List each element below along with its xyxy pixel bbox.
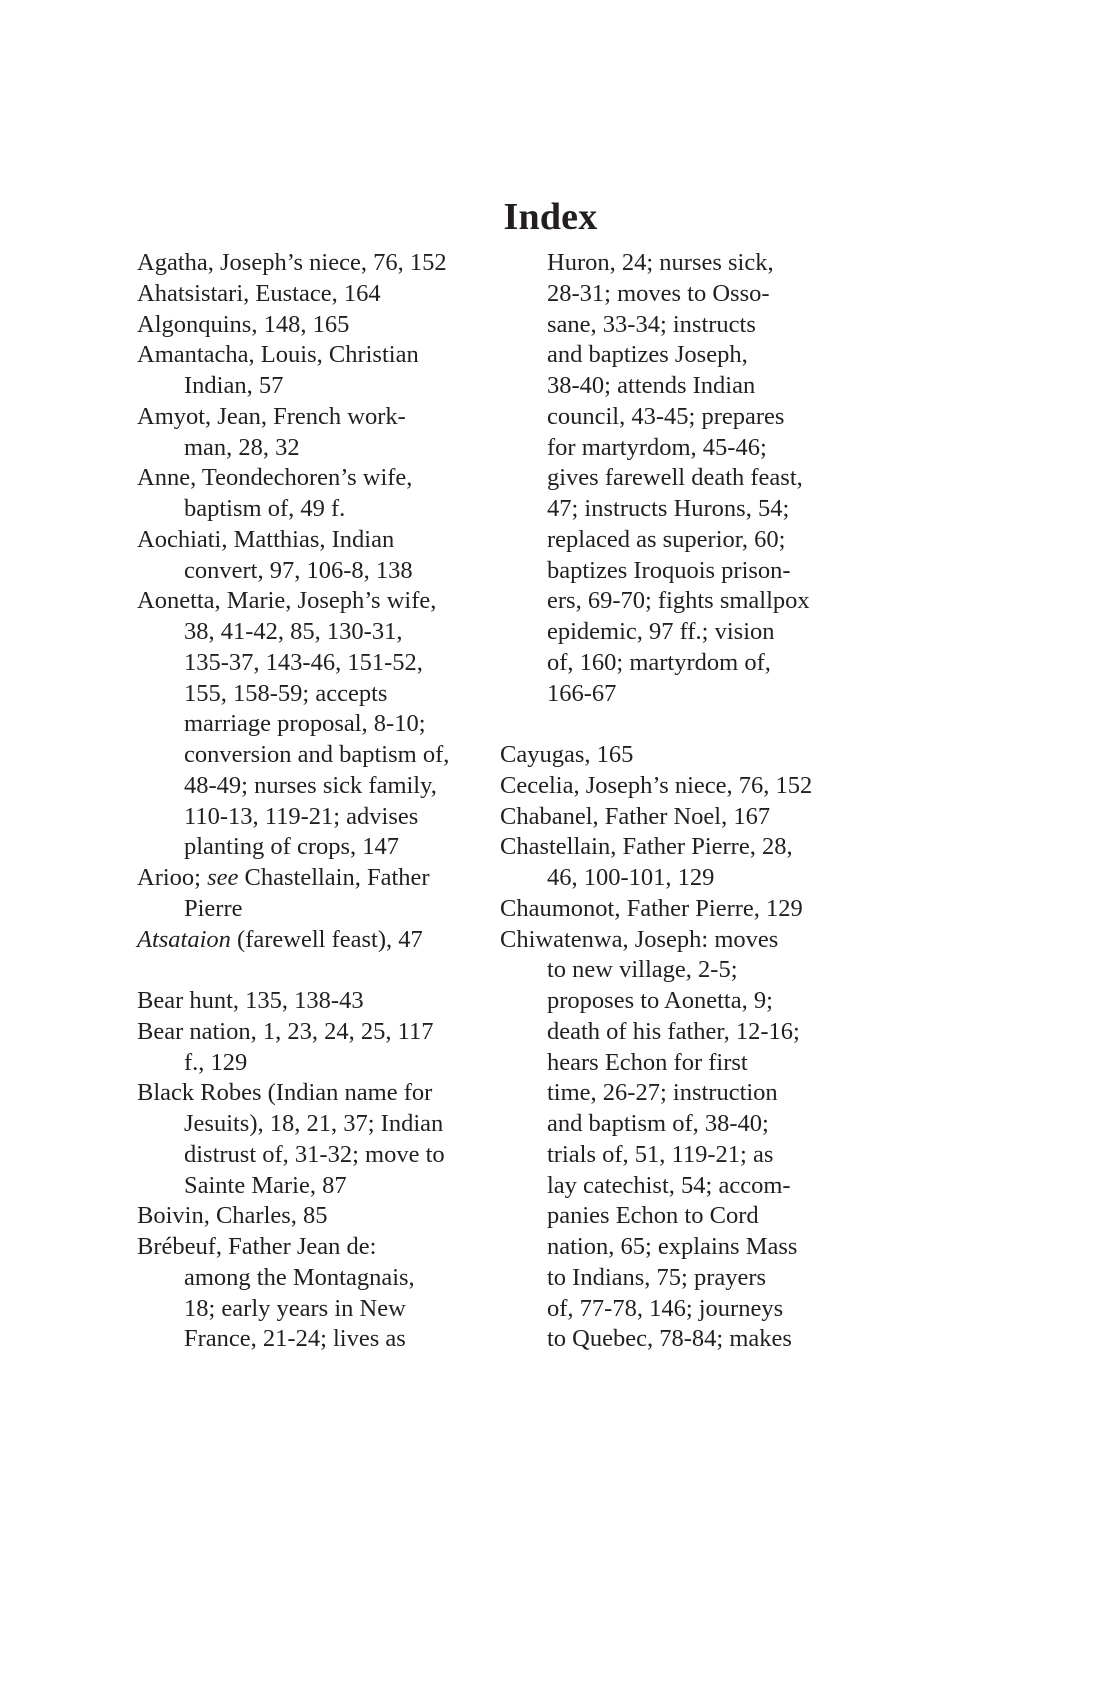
index-entry: Ahatsistari, Eustace, 164 bbox=[137, 279, 381, 307]
index-entry-continuation: Pierre bbox=[184, 894, 243, 922]
index-entry-continuation: f., 129 bbox=[184, 1048, 248, 1076]
index-entry-continuation: 18; early years in New bbox=[184, 1294, 406, 1322]
index-entry: Aochiati, Matthias, Indian bbox=[137, 525, 395, 553]
index-entry-continuation: ers, 69-70; fights smallpox bbox=[547, 587, 810, 615]
index-entry-continuation: Sainte Marie, 87 bbox=[184, 1171, 347, 1199]
entry-text: Arioo; bbox=[137, 864, 208, 891]
index-entry-continuation: time, 26-27; instruction bbox=[547, 1079, 778, 1107]
entry-text: Chastellain, Father bbox=[238, 864, 430, 891]
index-entry-continuation: death of his father, 12-16; bbox=[547, 1017, 800, 1045]
index-entry-continuation: 47; instructs Hurons, 54; bbox=[547, 495, 790, 522]
index-entry-continuation: nation, 65; explains Mass bbox=[547, 1233, 798, 1260]
index-entry: Anne, Teondechoren’s wife, bbox=[137, 464, 413, 492]
index-entry-continuation: 28-31; moves to Osso- bbox=[547, 279, 770, 307]
entry-italic-text: Atsataion bbox=[137, 925, 231, 953]
index-entry: Brébeuf, Father Jean de: bbox=[137, 1233, 377, 1260]
index-entry-continuation: panies Echon to Cord bbox=[547, 1202, 759, 1230]
index-entry-continuation: to Indians, 75; prayers bbox=[547, 1263, 767, 1291]
index-entry-continuation: hears Echon for first bbox=[547, 1048, 748, 1076]
index-entry-continuation: gives farewell death feast, bbox=[547, 464, 803, 492]
index-entry-continuation: conversion and baptism of, bbox=[184, 741, 450, 768]
index-entry-continuation: replaced as superior, 60; bbox=[547, 525, 786, 553]
index-entry-continuation: man, 28, 32 bbox=[184, 433, 300, 461]
index-entry-continuation: to Quebec, 78-84; makes bbox=[547, 1325, 792, 1353]
page-title: Index bbox=[503, 196, 598, 239]
index-entry-continuation: council, 43-45; prepares bbox=[547, 402, 785, 430]
index-entry: Aonetta, Marie, Joseph’s wife, bbox=[137, 587, 437, 615]
index-entry-continuation: distrust of, 31-32; move to bbox=[184, 1140, 445, 1168]
index-entry-continuation: and baptizes Joseph, bbox=[547, 341, 748, 369]
index-spacer bbox=[500, 709, 870, 740]
index-entry: Cayugas, 165 bbox=[500, 741, 634, 768]
index-spacer bbox=[137, 955, 487, 986]
index-entry: Chastellain, Father Pierre, 28, bbox=[500, 833, 793, 861]
index-entry-continuation: for martyrdom, 45-46; bbox=[547, 433, 767, 461]
index-entry: Chiwatenwa, Joseph: moves bbox=[500, 925, 779, 953]
index-entry-continuation: convert, 97, 106-8, 138 bbox=[184, 556, 413, 584]
index-entry-continuation: 38-40; attends Indian bbox=[547, 372, 756, 399]
index-entry-continuation: 38, 41-42, 85, 130-31, bbox=[184, 618, 403, 645]
index-entry-continuation: epidemic, 97 ff.; vision bbox=[547, 618, 775, 645]
index-entry-continuation: 48-49; nurses sick family, bbox=[184, 771, 437, 799]
index-entry-continuation: planting of crops, 147 bbox=[184, 833, 400, 861]
index-column-right bbox=[500, 248, 870, 1355]
index-entry: Black Robes (Indian name for bbox=[137, 1079, 433, 1107]
index-entry-continuation: marriage proposal, 8-10; bbox=[184, 710, 426, 738]
index-entry-continuation: Indian, 57 bbox=[184, 372, 284, 399]
index-entry-continuation: France, 21-24; lives as bbox=[184, 1325, 406, 1353]
index-entry-continuation: and baptism of, 38-40; bbox=[547, 1110, 769, 1137]
index-entry-continuation: 110-13, 119-21; advises bbox=[184, 802, 419, 830]
entry-italic-text: see bbox=[207, 864, 239, 891]
index-entry: Chabanel, Father Noel, 167 bbox=[500, 802, 771, 830]
index-entry: Bear nation, 1, 23, 24, 25, 117 bbox=[137, 1017, 434, 1045]
index-entry-continuation: lay catechist, 54; accom- bbox=[547, 1171, 791, 1199]
index-entry: Boivin, Charles, 85 bbox=[137, 1202, 328, 1230]
index-entry-continuation: 46, 100-101, 129 bbox=[547, 864, 715, 891]
index-entry: Chaumonot, Father Pierre, 129 bbox=[500, 894, 803, 922]
index-entry: Cecelia, Joseph’s niece, 76, 152 bbox=[500, 771, 813, 799]
index-entry-continuation: of, 160; martyrdom of, bbox=[547, 648, 771, 676]
index-entry-continuation: baptism of, 49 f. bbox=[184, 495, 346, 522]
index-entry: Amyot, Jean, French work- bbox=[137, 402, 406, 430]
index-entry bbox=[137, 925, 487, 956]
index-entry-continuation: of, 77-78, 146; journeys bbox=[547, 1294, 784, 1322]
entry-text: (farewell feast), 47 bbox=[230, 925, 423, 953]
index-entry: Bear hunt, 135, 138-43 bbox=[137, 987, 364, 1014]
index-entry-continuation: baptizes Iroquois prison- bbox=[547, 556, 791, 584]
index-entry-continuation: Jesuits), 18, 21, 37; Indian bbox=[184, 1110, 444, 1137]
index-entry-continuation: 166-67 bbox=[547, 679, 617, 707]
index-entry: Algonquins, 148, 165 bbox=[137, 310, 350, 338]
index-entry-continuation: Huron, 24; nurses sick, bbox=[547, 249, 774, 276]
index-entry-continuation: 155, 158-59; accepts bbox=[184, 679, 388, 707]
index-entry: Agatha, Joseph’s niece, 76, 152 bbox=[137, 249, 447, 276]
index-entry-continuation: proposes to Aonetta, 9; bbox=[547, 987, 773, 1014]
index-entry bbox=[137, 863, 487, 894]
index-entry-continuation: sane, 33-34; instructs bbox=[547, 310, 756, 338]
index-entry-continuation: 135-37, 143-46, 151-52, bbox=[184, 648, 423, 676]
index-entry-continuation: trials of, 51, 119-21; as bbox=[547, 1140, 774, 1168]
index-entry: Amantacha, Louis, Christian bbox=[137, 341, 419, 369]
index-entry-continuation: to new village, 2-5; bbox=[547, 956, 738, 984]
index-column-left bbox=[137, 248, 487, 1355]
index-entry-continuation: among the Montagnais, bbox=[184, 1263, 415, 1291]
